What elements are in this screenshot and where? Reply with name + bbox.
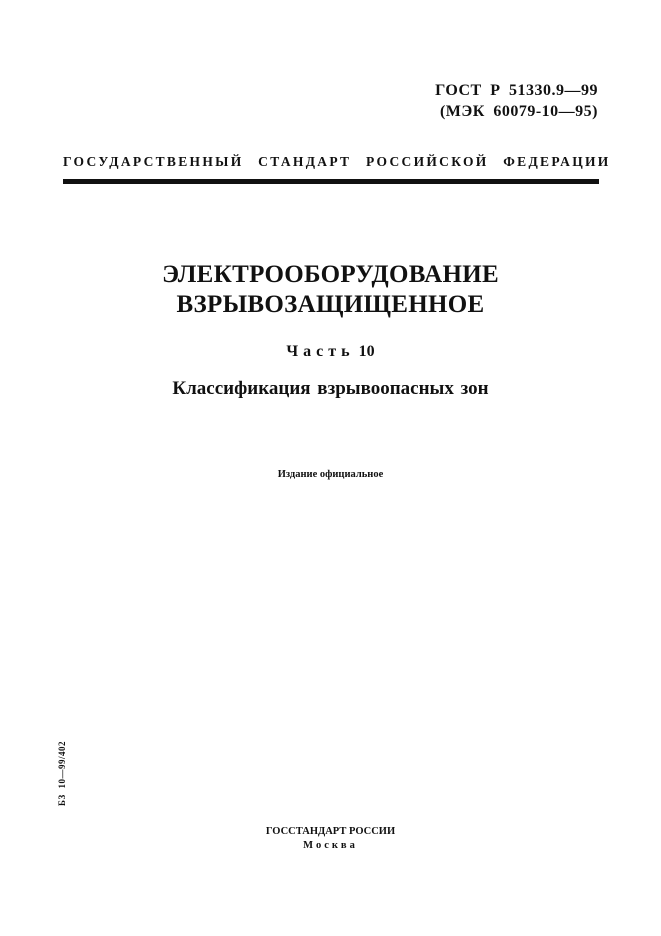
gost-number: ГОСТ Р 51330.9—99 [435,82,598,99]
edition-note: Издание официальное [277,469,384,480]
publisher-city: Москва [303,840,358,851]
iec-number: (МЭК 60079-10—95) [439,103,598,120]
state-standard-heading: ГОСУДАРСТВЕННЫЙ СТАНДАРТ РОССИЙСКОЙ ФЕДЕРАЦИИ [63,154,611,169]
publisher-name: ГОССТАНДАРТ РОССИИ [265,826,396,837]
title-line-2: ВЗРЫВОЗАЩИЩЕННОЕ [176,291,485,318]
document-designation [435,80,598,122]
side-print-code: БЗ 10—99/402 [57,741,67,806]
title-line-1: ЭЛЕКТРООБОРУДОВАНИЕ [162,261,499,288]
part-label [0,343,661,361]
document-title [0,260,661,320]
part-number: 10 [358,343,375,360]
document-subtitle: Классификация взрывоопасных зон [172,378,489,399]
publisher-block [0,825,661,853]
part-word: Часть [286,343,355,360]
header-divider [63,179,599,184]
